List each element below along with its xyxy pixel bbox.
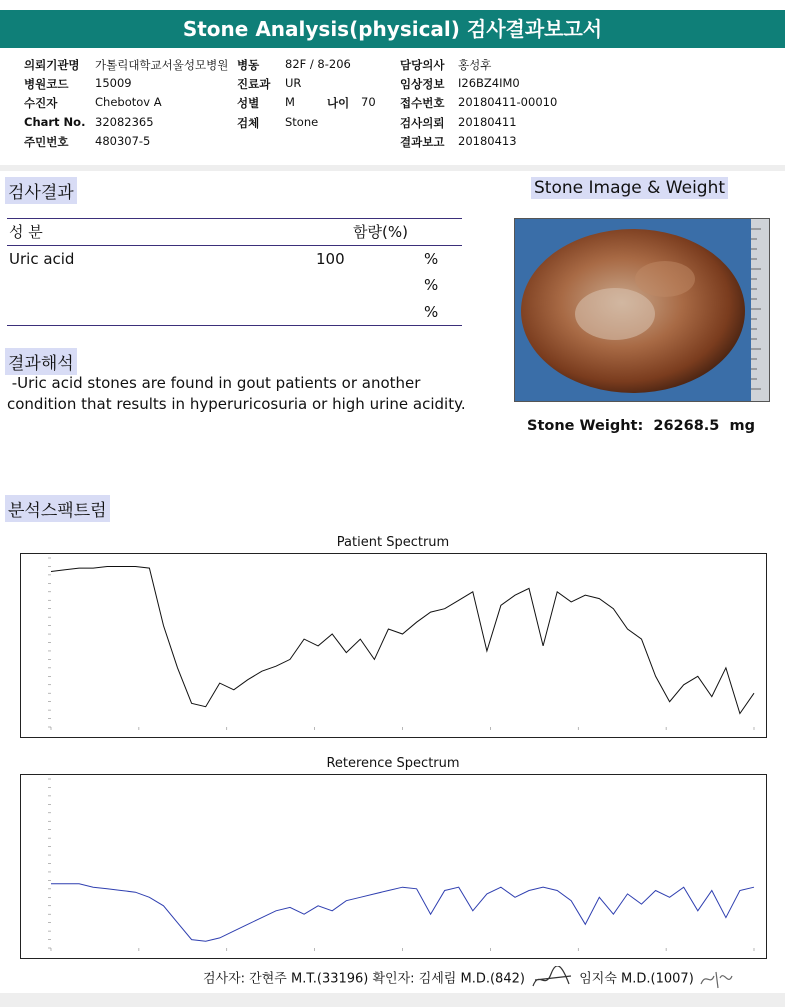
approver-signature-icon: [698, 966, 734, 992]
patient-spectrum-chart: [20, 553, 767, 738]
row-2-unit: %: [424, 276, 439, 294]
stone-heading: Stone Image & Weight: [531, 177, 728, 199]
specimen-value: Stone: [285, 115, 319, 129]
patient-spectrum-svg: [21, 554, 766, 737]
report-title: Stone Analysis(physical) 검사결과보고서: [0, 10, 785, 48]
doctor-value: 홍성후: [458, 58, 492, 72]
receipt-label: 접수번호: [400, 96, 445, 110]
row-1-value: 100: [316, 250, 345, 268]
spectrum-line: [51, 884, 754, 941]
department-value: UR: [285, 76, 302, 90]
patient-value: Chebotov A: [95, 95, 162, 109]
signature-text: 검사자: 간현주 M.T.(33196) 확인자: 김세림 M.D.(842): [203, 971, 525, 987]
row-1-unit: %: [424, 250, 439, 268]
chart-no-label: Chart No.: [24, 115, 86, 129]
spectrum-line: [51, 567, 754, 714]
table-bottom-rule: [7, 325, 462, 326]
report-date-value: 20180413: [458, 134, 517, 148]
institution-value: 가톨릭대학교서울성모병원: [95, 58, 229, 72]
ward-value: 82F / 8-206: [285, 57, 351, 71]
stone-weight: Stone Weight: 26268.5 mg: [527, 418, 755, 434]
reference-spectrum-chart: [20, 774, 767, 959]
ward-label: 병동: [237, 58, 260, 72]
request-label: 검사의뢰: [400, 116, 445, 130]
hospital-code-label: 병원코드: [24, 77, 69, 91]
specimen-label: 검체: [237, 116, 260, 130]
receipt-value: 20180411-00010: [458, 95, 558, 109]
row-1-name: Uric acid: [9, 250, 75, 268]
signature-mark-icon: [529, 966, 575, 992]
approver-text: 임지숙 M.D.(1007): [579, 971, 694, 987]
table-header-rule: [7, 245, 462, 246]
id-label: 주민번호: [24, 135, 69, 149]
clinical-info-value: I26BZ4IM0: [458, 76, 520, 90]
reference-spectrum-title: Reterence Spectrum: [326, 756, 460, 771]
row-3-unit: %: [424, 303, 439, 321]
clinical-info-label: 임상정보: [400, 77, 445, 91]
footer-strip: [0, 993, 785, 1007]
interpretation-heading: 결과해석: [5, 348, 77, 375]
department-label: 진료과: [237, 77, 271, 91]
age-value: 70: [361, 95, 376, 109]
results-heading: 검사결과: [5, 177, 77, 204]
stone-photo: [515, 219, 769, 401]
section-divider: [0, 165, 785, 171]
stone-image: [514, 218, 770, 402]
interpretation-line-2: condition that results in hyperuricosuria or high urine acidity.: [7, 395, 466, 413]
table-top-rule: [7, 218, 462, 219]
reference-spectrum-svg: [21, 775, 766, 958]
sex-value: M: [285, 95, 295, 109]
report-date-label: 결과보고: [400, 135, 445, 149]
col-component-header: 성 분: [9, 223, 43, 241]
col-content-header: 함량(%): [353, 223, 408, 241]
patient-spectrum-title: Patient Spectrum: [336, 535, 450, 550]
signature-line: [203, 966, 734, 992]
interpretation-line-1: -Uric acid stones are found in gout patients or another: [7, 374, 421, 392]
spectrum-heading: 분석스팩트럼: [5, 495, 110, 522]
chart-no-value: 32082365: [95, 115, 154, 129]
patient-label: 수진자: [24, 96, 58, 110]
doctor-label: 담당의사: [400, 58, 445, 72]
sex-label: 성별: [237, 96, 260, 110]
institution-label: 의뢰기관명: [24, 58, 80, 72]
id-value: 480307-5: [95, 134, 151, 148]
request-value: 20180411: [458, 115, 517, 129]
hospital-code-value: 15009: [95, 76, 132, 90]
age-label: 나이: [327, 96, 350, 110]
